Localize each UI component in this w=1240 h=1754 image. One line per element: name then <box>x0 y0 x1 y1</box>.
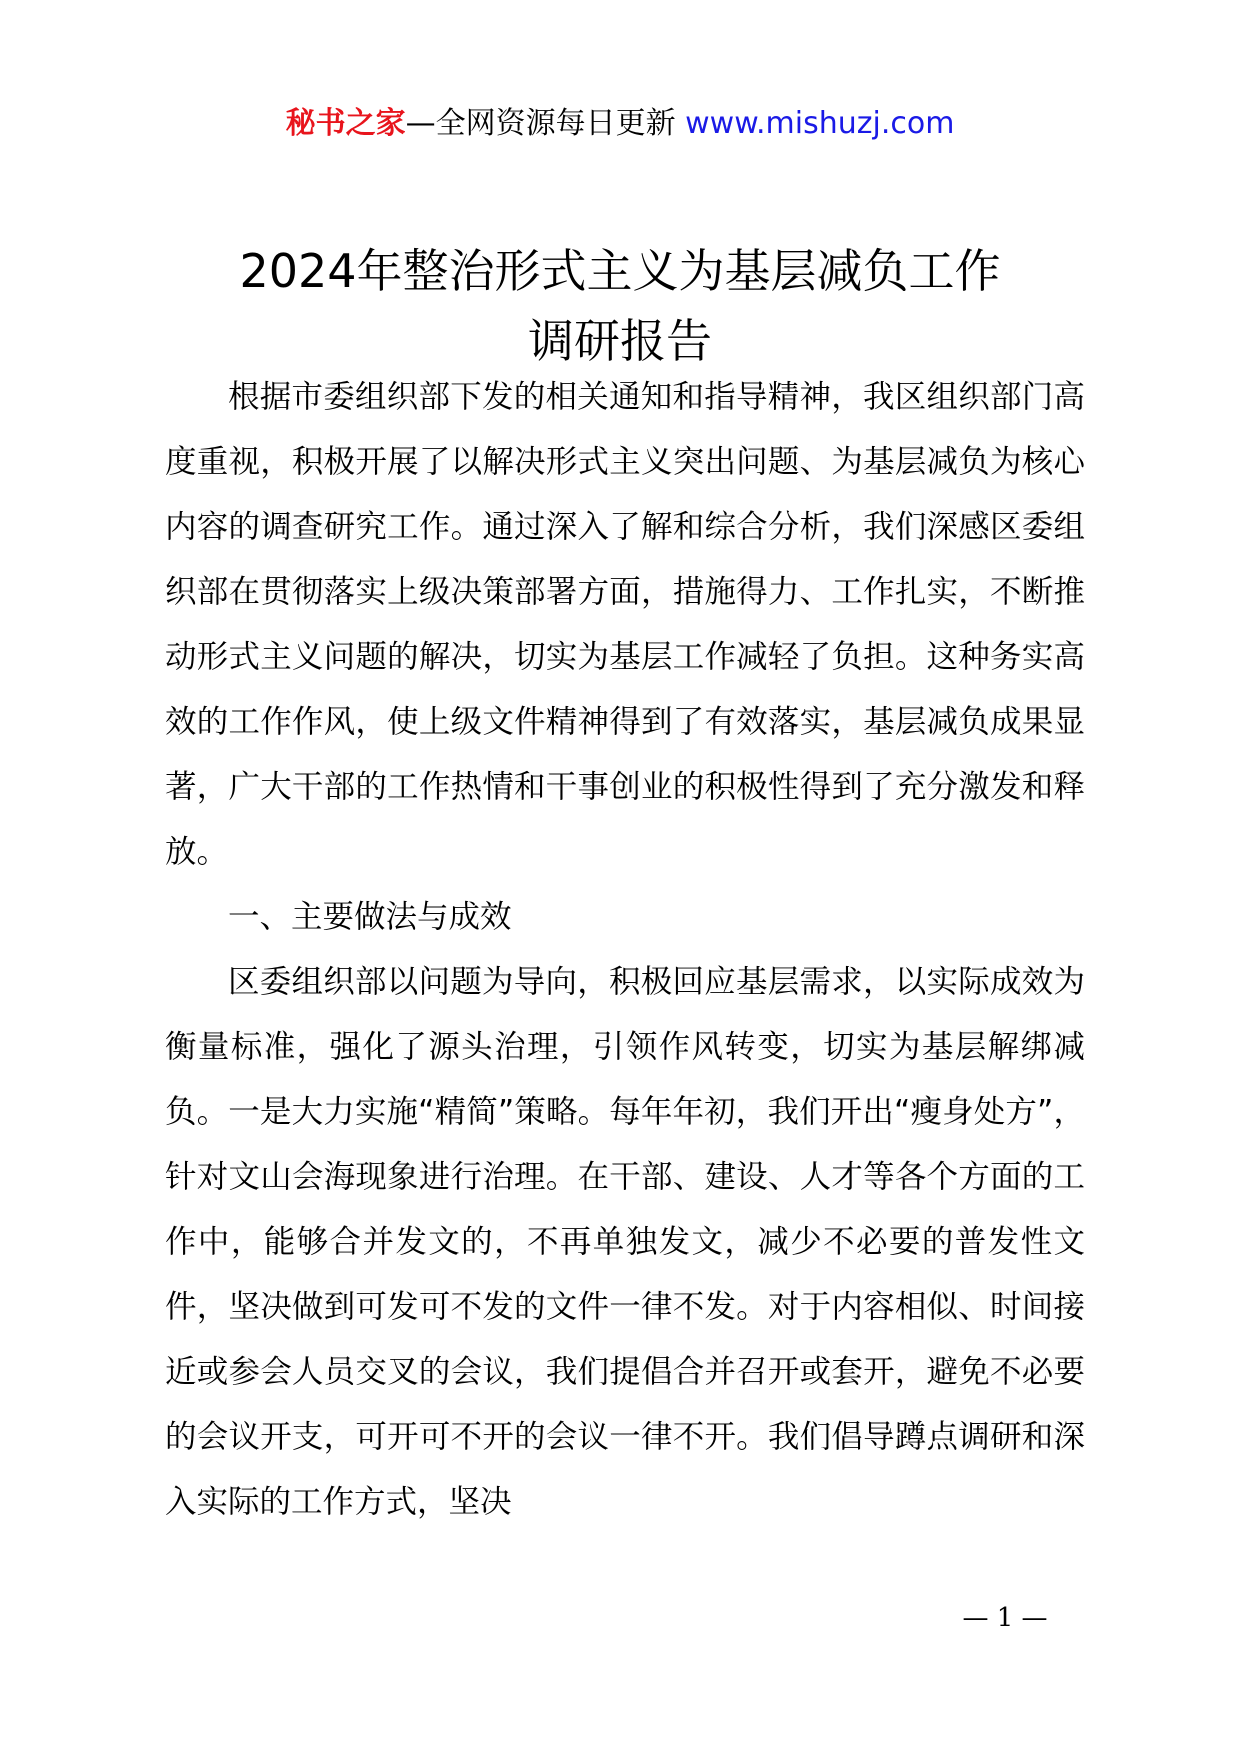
site-header <box>0 102 1240 146</box>
title-line-2: 调研报告 <box>528 314 712 368</box>
page-number: — 1 — <box>962 1603 1048 1633</box>
section-heading: 一、主要做法与成效 <box>228 899 512 935</box>
site-brand: 秘书之家 <box>285 106 406 141</box>
site-tagline: —全网资源每日更新 <box>405 106 676 141</box>
intro-paragraph: 根据市委组织部下发的相关通知和指导精神，我区组织部门高度重视，积极开展了以解决形式主义突出问题、为基层减负为核心内容的调查研究工作。通过深入了解和综合分析，我们深感区委组织部在贯彻落实上级决策部署方面，措施得力、工作扎实，不断推动形式主义问题的解决，切实为基层工作减轻了负担。这种务实高效的工作作风，使上级文件精神得到了有效落实，基层减负成果显著，广大干部的工作热情和干事创业的积极性得到了充分激发和释放。 <box>165 379 1085 870</box>
site-url-link[interactable]: www.mishuzj.com <box>685 106 955 141</box>
document-body <box>165 365 1085 1535</box>
title-line-1: 2024年整治形式主义为基层减负工作 <box>239 244 1001 298</box>
section-paragraph: 区委组织部以问题为导向，积极回应基层需求，以实际成效为衡量标准，强化了源头治理，引领作风转变，切实为基层解绑减负。一是大力实施“精简”策略。每年年初，我们开出“瘦身处方”，针对文山会海现象进行治理。在干部、建设、人才等各个方面的工作中，能够合并发文的，不再单独发文，减少不必要的普发性文件，坚决做到可发可不发的文件一律不发。对于内容相似、时间接近或参会人员交叉的会议，我们提倡合并召开或套开，避免不必要的会议开支，可开可不开的会议一律不开。我们倡导蹲点调研和深入实际的工作方式，坚决 <box>165 964 1085 1520</box>
document-title <box>0 236 1240 376</box>
